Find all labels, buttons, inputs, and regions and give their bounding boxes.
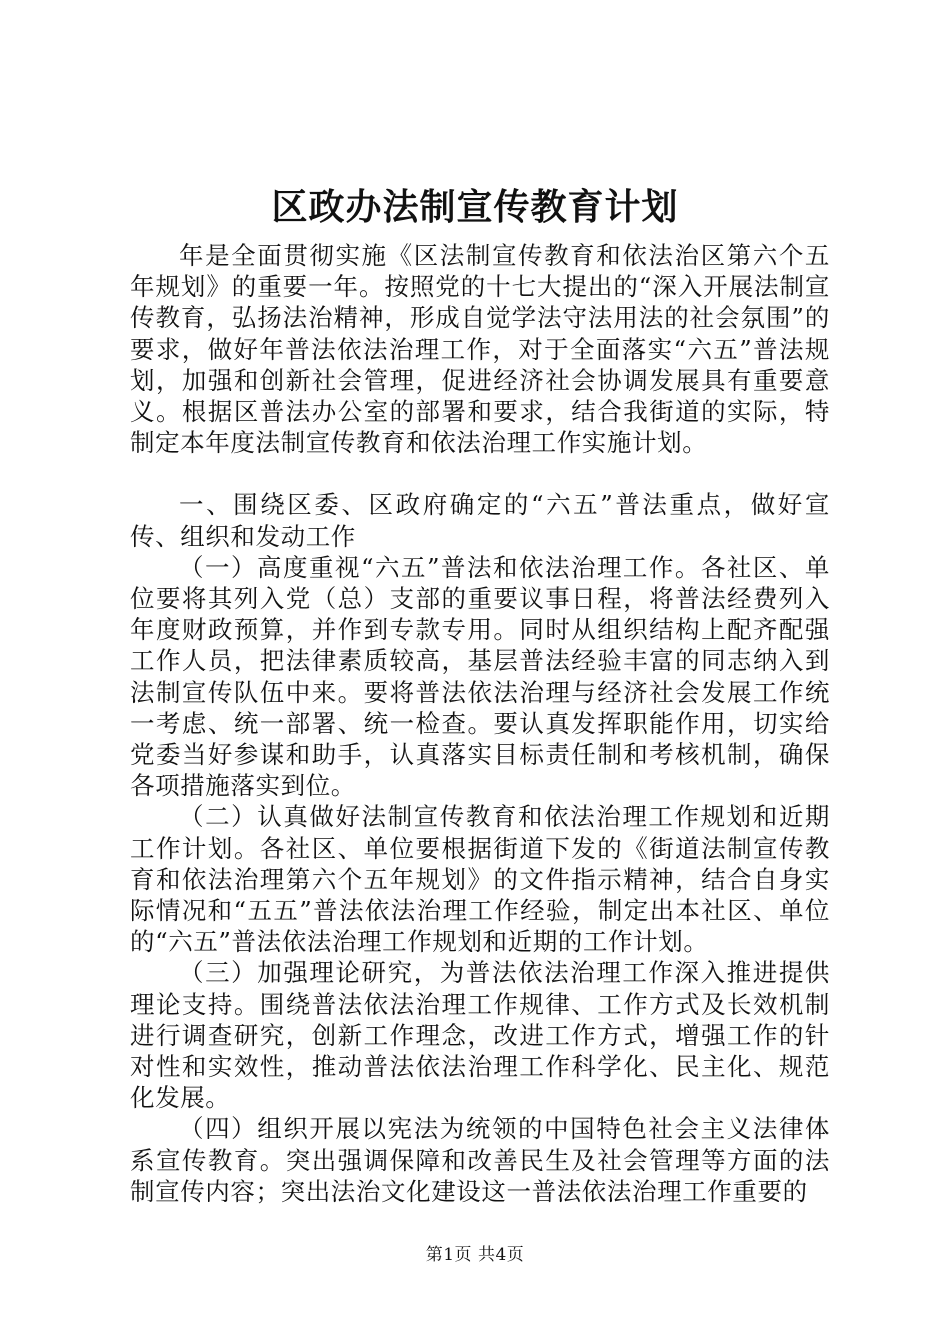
item-paragraph-3: （三）加强理论研究，为普法依法治理工作深入推进提供理论支持。围绕普法依法治理工作规律、工作方式及长效机制进行调查研究，创新工作理念，改进工作方式，增强工作的针对性和实效性，推动普法依法治理工作科学化、民主化、规范化发展。: [130, 958, 830, 1113]
item-paragraph-4: （四）组织开展以宪法为统领的中国特色社会主义法律体系宣传教育。突出强调保障和改善民生及社会管理等方面的法制宣传内容；突出法治文化建设这一普法依法治理工作重要的: [130, 1114, 830, 1206]
item-paragraph-2: （二）认真做好法制宣传教育和依法治理工作规划和近期工作计划。各社区、单位要根据街道下发的《街道法制宣传教育和依法治理第六个五年规划》的文件指示精神，结合自身实际情况和“五五”普法依法治理工作经验，制定出本社区、单位的“六五”普法依法治理工作规划和近期的工作计划。: [130, 802, 830, 957]
document-title: 区政办法制宣传教育计划: [271, 186, 679, 228]
item-paragraph-1: （一）高度重视“六五”普法和依法治理工作。各社区、单位要将其列入党（总）支部的重要议事日程，将普法经费列入年度财政预算，并作到专款专用。同时从组织结构上配齐配强工作人员，把法律素质较高，基层普法经验丰富的同志纳入到法制宣传队伍中来。要将普法依法治理与经济社会发展工作统一考虑、统一部署、统一检查。要认真发挥职能作用，切实给党委当好参谋和助手，认真落实目标责任制和考核机制，确保各项措施落实到位。: [130, 552, 830, 801]
document-body: [130, 240, 830, 1207]
section-heading-1: 一、围绕区委、区政府确定的“六五”普法重点，做好宣传、组织和发动工作: [130, 490, 830, 551]
intro-paragraph: 年是全面贯彻实施《区法制宣传教育和依法治区第六个五年规划》的重要一年。按照党的十七大提出的“深入开展法制宣传教育，弘扬法治精神，形成自觉学法守法用法的社会氛围”的要求，做好年普法依法治理工作，对于全面落实“六五”普法规划，加强和创新社会管理，促进经济社会协调发展具有重要意义。根据区普法办公室的部署和要求，结合我街道的实际，特制定本年度法制宣传教育和依法治理工作实施计划。: [130, 241, 830, 458]
page-number-footer: 第1页 共4页: [425, 1245, 525, 1265]
